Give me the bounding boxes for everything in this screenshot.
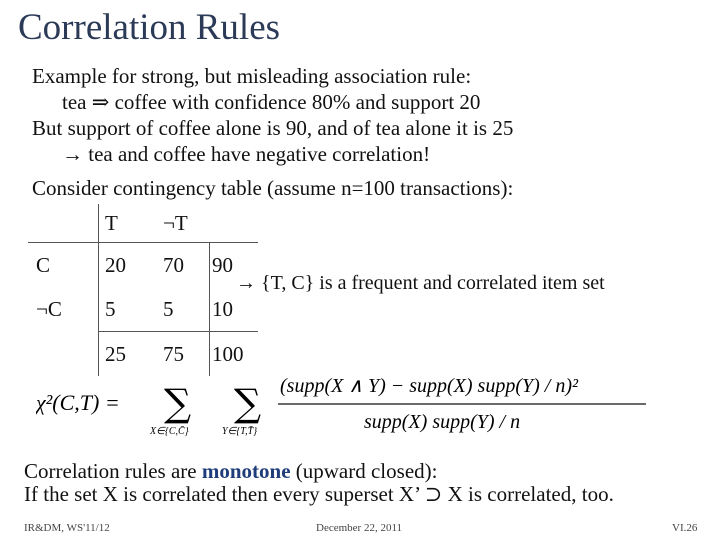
footer-slide-number: VI.26 — [672, 522, 698, 534]
table-cell — [210, 204, 259, 243]
chi-square-formula — [36, 366, 656, 440]
monotone-prefix: Correlation rules are — [24, 459, 202, 483]
table-row — [28, 243, 258, 288]
table-cell: 70 — [159, 243, 210, 288]
superset-line: If the set X is correlated then every superset X’ ⊃ X is correlated, too. — [24, 482, 614, 506]
monotone-suffix: (upward closed): — [290, 459, 438, 483]
sum-symbol: ∑ — [234, 381, 262, 425]
frequent-itemset-note: → {T, C} is a frequent and correlated item set — [236, 272, 605, 294]
footer-date: December 22, 2011 — [316, 522, 403, 534]
table-header-row — [28, 204, 258, 243]
sum-symbol: ∑ — [164, 381, 192, 425]
table-cell: 10 — [210, 287, 259, 332]
rule-line: tea ⇒ coffee with confidence 80% and support 20 — [62, 90, 481, 114]
table-row-label: ¬C — [36, 296, 62, 321]
formula-numerator: (supp(X ∧ Y) − supp(X) supp(Y) / n)² — [280, 375, 578, 397]
example-line: Example for strong, but misleading association rule: — [32, 64, 472, 88]
table-cell: 75 — [159, 332, 210, 377]
support-line: But support of coffee alone is 90, and of tea alone it is 25 — [32, 116, 514, 140]
table-cell — [28, 204, 99, 243]
table-row — [28, 287, 258, 332]
monotone-keyword: monotone — [201, 459, 291, 483]
table-cell: 5 — [163, 296, 174, 321]
table-row-label: C — [28, 243, 99, 288]
formula-lhs: χ²(C,T) = — [36, 390, 120, 415]
table-cell: 5 — [99, 287, 160, 332]
table-cell: 100 — [210, 332, 259, 377]
table-header-cell: ¬T — [163, 210, 188, 235]
contingency-intro-line: Consider contingency table (assume n=100 transactions): — [32, 176, 514, 200]
table-cell: 20 — [99, 243, 160, 288]
table-cell: 90 — [210, 243, 259, 288]
table-header-cell: T — [99, 204, 160, 243]
slide-title: Correlation Rules — [18, 7, 281, 48]
sum-subscript: Y∈{T,T̄} — [222, 426, 258, 437]
negative-correlation-line: → tea and coffee have negative correlation! — [62, 142, 431, 166]
footer-course: IR&DM, WS'11/12 — [24, 522, 110, 534]
table-cell: 25 — [99, 332, 160, 377]
contingency-table — [28, 204, 258, 376]
sum-subscript: X∈{C,C̄} — [150, 426, 189, 437]
formula-denominator: supp(X) supp(Y) / n — [364, 411, 521, 433]
